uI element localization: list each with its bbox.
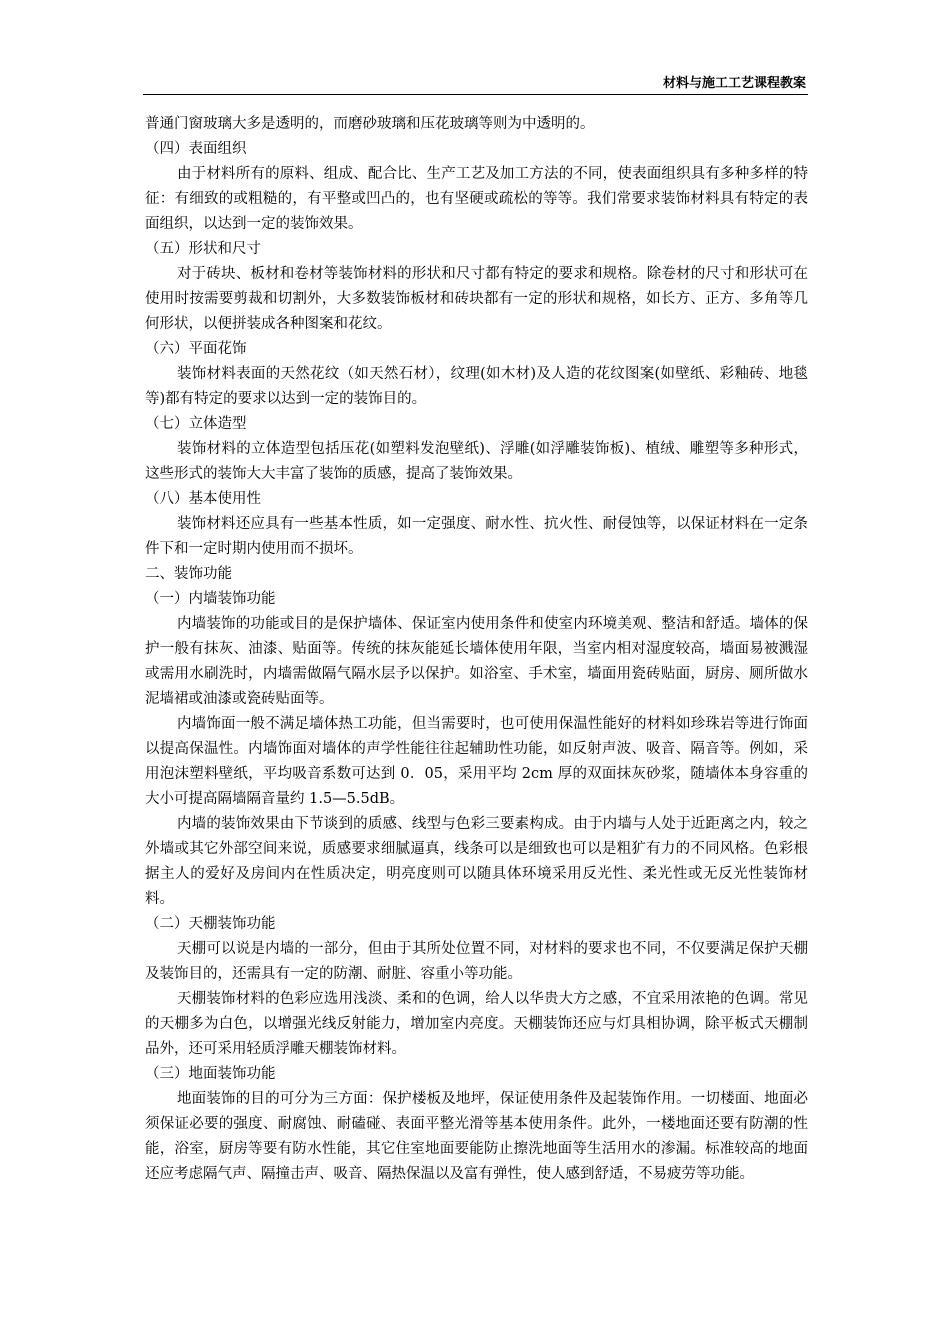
section-heading: （四）表面组织 [145,141,247,157]
body-paragraph: 普通门窗玻璃大多是透明的，而磨砂玻璃和压花玻璃等则为中透明的。 [145,116,595,132]
body-paragraph: 装饰材料的立体造型包括压花(如塑料发泡壁纸)、浮雕(如浮雕装饰板)、植绒、雕塑等多种形式，这些形式的装饰大大丰富了装饰的质感，提高了装饰效果。 [145,441,808,482]
header-divider [143,94,808,95]
body-paragraph: 装饰材料表面的天然花纹（如天然石材），纹理(如木材)及人造的花纹图案(如壁纸、彩釉砖、地毯等)都有特定的要求以达到一定的装饰目的。 [145,366,808,407]
body-paragraph: 由于材料所有的原料、组成、配合比、生产工艺及加工方法的不同，使表面组织具有多种多样的特征：有细致的或粗糙的，有平整或凹凸的，也有坚硬或疏松的等等。我们常要求装饰材料具有特定的表面组织，以达到一定的装饰效果。 [145,166,808,232]
body-paragraph: 对于砖块、板材和卷材等装饰材料的形状和尺寸都有特定的要求和规格。除卷材的尺寸和形状可在使用时按需要剪裁和切割外，大多数装饰板材和砖块都有一定的形状和规格，如长方、正方、多角等几何形状，以便拼装成各种图案和花纹。 [145,266,808,332]
section-heading: （八）基本使用性 [145,491,261,507]
section-heading: （一）内墙装饰功能 [145,591,276,607]
body-paragraph: 内墙饰面一般不满足墙体热工功能，但当需要时，也可使用保温性能好的材料如珍珠岩等进行饰面以提高保温性。内墙饰面对墙体的声学性能往往起辅助性功能，如反射声波、吸音、隔音等。例如，采用泡沫塑料壁纸，平均吸音系数可达到 0．05，采用平均 2cm 厚的双面抹灰砂浆，随墙体本身容重的大小可提高隔墙隔音量约 1.5—5.5dB。 [145,716,808,807]
body-paragraph: 装饰材料还应具有一些基本性质，如一定强度、耐水性、抗火性、耐侵蚀等，以保证材料在一定条件下和一定时期内使用而不损坏。 [145,516,808,557]
header-title: 材料与施工工艺课程教案 [662,76,806,91]
section-heading: 二、装饰功能 [145,566,232,582]
section-heading: （五）形状和尺寸 [145,241,261,257]
section-heading: （七）立体造型 [145,416,247,432]
body-paragraph: 内墙装饰的功能或目的是保护墙体、保证室内使用条件和使室内环境美观、整洁和舒适。墙体的保护一般有抹灰、油漆、贴面等。传统的抹灰能延长墙体使用年限，当室内相对湿度较高，墙面易被溅湿或需用水刷洗时，内墙需做隔气隔水层予以保护。如浴室、手术室，墙面用瓷砖贴面，厨房、厕所做水泥墙裙或油漆或瓷砖贴面等。 [145,616,808,707]
section-heading: （二）天棚装饰功能 [145,916,276,932]
body-paragraph: 天棚可以说是内墙的一部分，但由于其所处位置不同，对材料的要求也不同，不仅要满足保护天棚及装饰目的，还需具有一定的防潮、耐脏、容重小等功能。 [145,941,808,982]
section-heading: （六）平面花饰 [145,341,247,357]
body-paragraph: 天棚装饰材料的色彩应选用浅淡、柔和的色调，给人以华贵大方之感，不宜采用浓艳的色调。常见的天棚多为白色，以增强光线反射能力，增加室内亮度。天棚装饰还应与灯具相协调，除平板式天棚制品外，还可采用轻质浮雕天棚装饰材料。 [145,991,808,1057]
body-paragraph: 内墙的装饰效果由下节谈到的质感、线型与色彩三要素构成。由于内墙与人处于近距离之内，较之外墙或其它外部空间来说，质感要求细腻逼真，线条可以是细致也可以是粗犷有力的不同风格。色彩根据主人的爱好及房间内在性质决定，明亮度则可以随具体环境采用反光性、柔光性或无反光性装饰材料。 [145,816,808,907]
document-body [145,112,808,1187]
section-heading: （三）地面装饰功能 [145,1066,276,1082]
body-paragraph: 地面装饰的目的可分为三方面：保护楼板及地坪，保证使用条件及起装饰作用。一切楼面、地面必须保证必要的强度、耐腐蚀、耐磕碰、表面平整光滑等基本使用条件。此外，一楼地面还要有防潮的性能，浴室，厨房等要有防水性能，其它住室地面要能防止擦洗地面等生活用水的渗漏。标准较高的地面还应考虑隔气声、隔撞击声、吸音、隔热保温以及富有弹性，使人感到舒适，不易疲劳等功能。 [145,1091,808,1182]
